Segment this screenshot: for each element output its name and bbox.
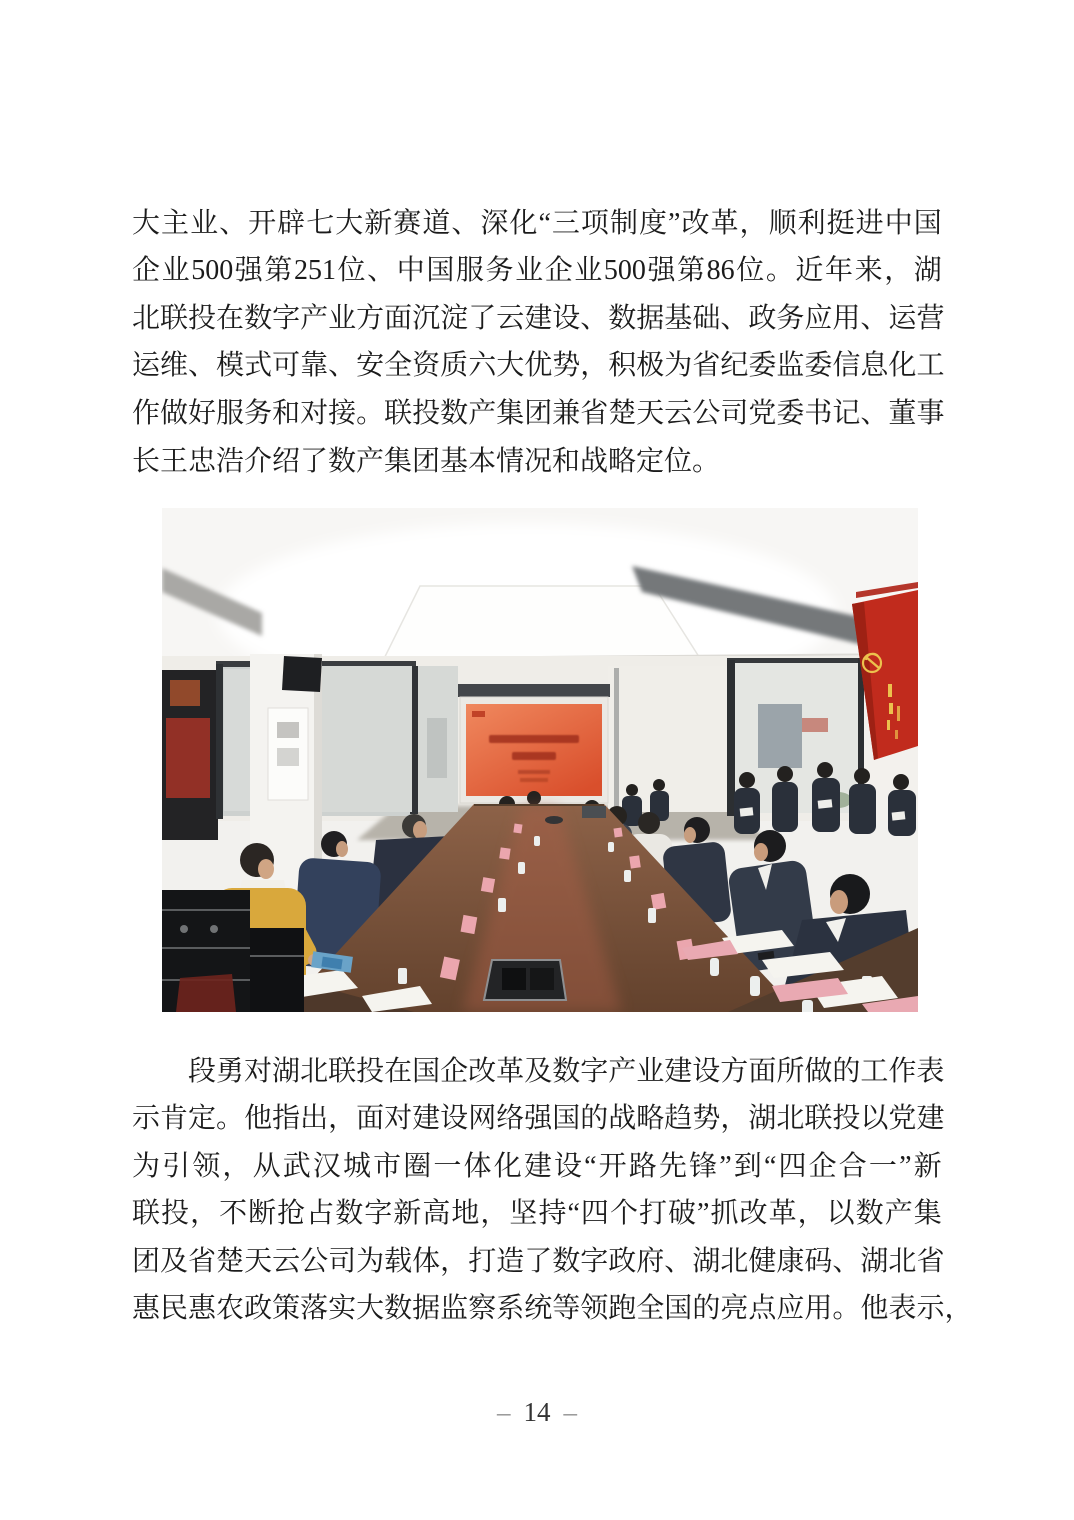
paragraph-1	[132, 200, 945, 485]
text-line: 为 引 领 ， 从 武 汉 城 市 圈 一 体 化 建 设 “ 开 路 先 锋 ” 到 “ 四 企 合 一 ” 新	[132, 1150, 942, 1182]
text-line: 北 联 投 在 数 字 产 业 方 面 沉 淀 了 云 建 设 、 数 据 基 础 、 政 务 应 用 、 运 营	[132, 302, 945, 334]
text-line: 惠 民 惠 农 政 策 落 实 大 数 据 监 察 系 统 等 领 跑 全 国 的 亮 点 应 用 。 他 表 示 ，	[132, 1293, 973, 1325]
slide	[466, 704, 602, 796]
text-line: 运 维 、 模 式 可 靠 、 安 全 资 质 六 大 优 势 ， 积 极 为 省 纪 委 监 委 信 息 化 工	[132, 350, 945, 382]
page-footer	[0, 1392, 1074, 1432]
projection-screen	[458, 684, 610, 803]
text-line: 作 做 好 服 务 和 对 接 。 联 投 数 产 集 团 兼 省 楚 天 云 公 司 党 委 书 记 、 董 事	[132, 397, 945, 429]
slide-logo	[472, 711, 485, 717]
text-line: 企 业 500 强 第 251 位 、 中 国 服 务 业 企 业 500 强 第 86 位 。 近 年 来 ， 湖	[132, 255, 942, 287]
text-line: 联 投 ， 不 断 抢 占 数 字 新 高 地 ， 坚 持 “ 四 个 打 破 ” 抓 改 革 ， 以 数 产 集	[132, 1198, 942, 1230]
text-line: 大 主 业 、 开 辟 七 大 新 赛 道 、 深 化 “ 三 项 制 度 ” 改 革 ， 顺 利 挺 进 中 国	[132, 207, 942, 239]
laptop	[582, 806, 606, 818]
page-number: 14	[523, 1397, 551, 1427]
cable-hatch	[484, 960, 566, 1000]
meeting-photo	[162, 508, 918, 1012]
paragraph-2	[132, 1048, 973, 1333]
text-line: 段 勇 对 湖 北 联 投 在 国 企 改 革 及 数 字 产 业 建 设 方 面 所 做 的 工 作 表	[188, 1055, 945, 1087]
text-line: 长王忠浩介绍了数产集团基本情况和战略定位。	[132, 445, 721, 477]
wall-poster	[268, 708, 308, 800]
footer-dash-right: –	[563, 1397, 577, 1427]
footer-dash-left: –	[497, 1397, 511, 1427]
text-line: 示 肯 定 。 他 指 出 ， 面 对 建 设 网 络 强 国 的 战 略 趋 势 ， 湖 北 联 投 以 党 建	[132, 1103, 945, 1135]
speaker-box	[282, 656, 322, 692]
text-line: 团 及 省 楚 天 云 公 司 为 载 体 ， 打 造 了 数 字 政 府 、 湖 北 健 康 码 、 湖 北 省	[132, 1245, 945, 1277]
